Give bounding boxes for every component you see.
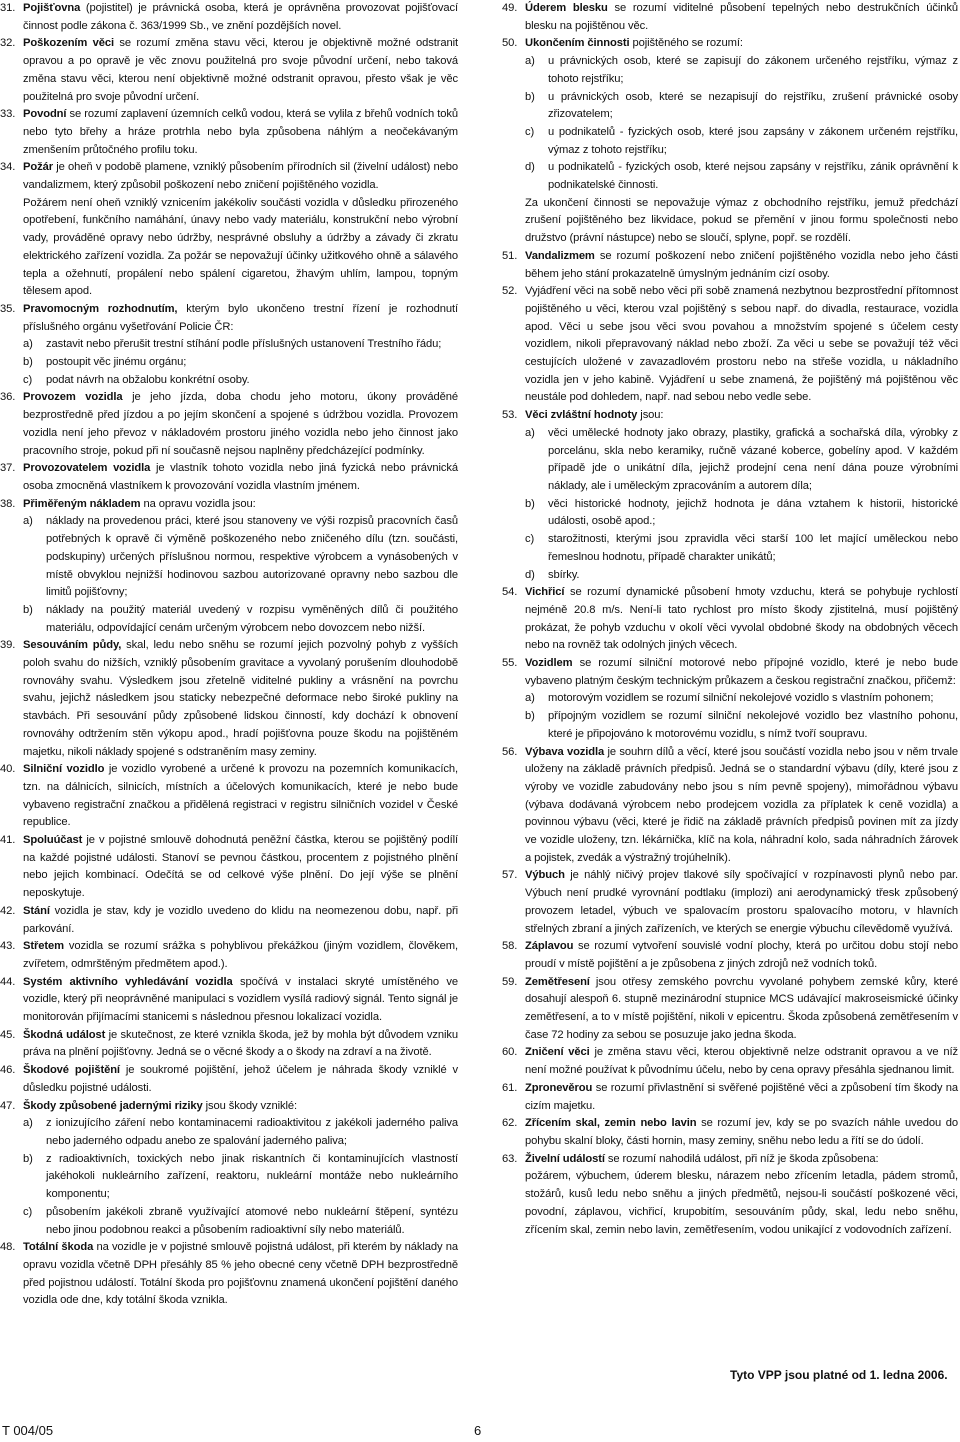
definition-item xyxy=(502,744,958,868)
subitem-text: náklady na použitý materiál uvedený v rozpisu vyměněných dílů či použitého materiálu, odpovídající cenám určeným výrobcem nebo dovozcem nebo nižší. xyxy=(46,603,458,634)
definition-text: vozidla se rozumí srážka s pohyblivou překážkou (jiným vozidlem, člověkem, zvířetem, odmrštěným předmětem apod.). xyxy=(23,940,458,970)
definition-text: se rozumí vytvoření souvislé vodní plochy, která po určitou dobu stojí nebo proudí v místě pojištění a je způsobena z jiných zdrojů než vodních toků. xyxy=(525,940,958,970)
definition-number: 59 . xyxy=(502,974,517,992)
definition-item xyxy=(0,389,458,460)
definition-number: 48 . xyxy=(0,1239,15,1257)
definition-item xyxy=(0,832,458,903)
definition-subitem xyxy=(525,159,958,194)
definition-item xyxy=(0,496,458,638)
subitem-text: u podnikatelů - fyzických osob, které nejsou zapsány v rejstříku, zánik oprávnění k podnikatelské činnosti. xyxy=(548,161,958,192)
definition-text: se rozumí viditelné působení tepelných nebo destrukčních účinků blesku na pojištěnou věc. xyxy=(525,2,958,32)
definition-item xyxy=(502,248,958,283)
subitem-label: b ) xyxy=(525,89,535,107)
definition-text: se rozumí změna stavu věci, kterou je objektivně možné odstranit opravou a po opravě je věc znovu použitelná pro svoje původní určení, nebo taková změna stavu věci, kterou není objektivně možné odstranit opravou, přesto však je věc použitelná pro svoje původní určení. xyxy=(23,37,459,103)
definition-item xyxy=(502,1151,958,1240)
definition-term: Totální škoda xyxy=(23,1241,94,1254)
definition-item xyxy=(0,938,458,973)
definition-text: se rozumí jev, kdy se po svazích náhle uvedou do pohybu skalní bloky, části hornin, masy zeminy, sněhu nebo ledu a řítí se do údolí. xyxy=(525,1117,958,1147)
subitem-text: z ionizujícího záření nebo kontaminacemi radioaktivitou z jakékoli jaderného paliva nebo jaderného odpadu anebo ze spalování jaderného paliva; xyxy=(46,1117,458,1147)
definition-text: jsou škody vzniklé: xyxy=(202,1099,297,1112)
definition-text: je náhlý ničivý projev tlakové síly spočívající v rozpínavosti plynů nebo par. Výbuch není prudké vyrovnání podtlaku (implozi) ani aerodynamický třesk způsobený provozem letadel, výbuch ve spalovacím prostoru spalovacího motoru, v hlavních střelných zbraní a jiných zařízeních, ve kterých se energie výbuchu cílevědomě využívá. xyxy=(525,869,958,935)
definition-item xyxy=(502,1080,958,1115)
definition-subitem xyxy=(23,1204,458,1239)
subitem-label: c ) xyxy=(23,1204,32,1222)
definition-term: Zničení věci xyxy=(525,1046,590,1059)
subitem-label: b ) xyxy=(525,496,535,514)
definition-number: 39 . xyxy=(0,637,15,655)
definition-subitem xyxy=(525,425,958,496)
definition-extra-paragraph: Požárem není oheň vzniklý vznicením jakékoliv součásti vozidla v důsledku přirozeného opotřebení, funkčního namáhání, únavy nebo vady materiálu, konstrukční nebo výrobní vady, prováděné opravy nebo údržby, nesprávné obsluhy a údržby a závady či zkratu elektrického zařízení vozidla. Za požár se nepovažují účinky užitkového ohně a sálavého tepla a ožehnutí, propálení nebo spálení cigaretou, žhavým uhlím, lampou, topným tělesem apod. xyxy=(23,196,458,298)
definition-text: pojištěného se rozumí: xyxy=(629,37,743,50)
definition-number: 42 . xyxy=(0,903,15,921)
definition-number: 44 . xyxy=(0,974,15,992)
definition-term: Zpronevěrou xyxy=(525,1081,593,1094)
definition-subitem xyxy=(23,602,458,637)
subitem-text: přípojným vozidlem se rozumí silniční nekolejové vozidlo bez vlastního pohonu, které je připojováno k motorovému vozidlu, s nímž tvoří soupravu. xyxy=(548,710,958,740)
subitem-label: a ) xyxy=(23,336,33,354)
definition-number: 57 . xyxy=(502,867,517,885)
definition-text: je skutečnost, ze které vznikla škoda, jež by mohla být důvodem vzniku práva na plnění pojišťovny. Jedná se o věcné škody a o škody na zdraví a na životě. xyxy=(23,1028,458,1059)
definition-text: se rozumí zaplavení územních celků vodou, která se vylila z břehů vodních toků nebo tyto břehy a hráze protrhla nebo byla způsobena náhlým a neočekávaným zmenšením průtočného profilu toku. xyxy=(23,108,458,156)
definition-subitem xyxy=(525,531,958,566)
definition-item xyxy=(502,1115,958,1150)
subitem-label: b ) xyxy=(525,708,535,726)
definition-number: 61 . xyxy=(502,1080,517,1098)
definition-item xyxy=(0,301,458,390)
definition-term: Výbava vozidla xyxy=(525,745,605,758)
definition-item xyxy=(0,761,458,832)
definition-term: Živelní událostí xyxy=(525,1152,605,1165)
definition-subitem xyxy=(525,708,958,743)
definition-text: je v pojistné smlouvě dohodnutá peněžní částka, kterou se pojištěný podílí na každé pojistné události. Stanoví se pevnou částkou, procentem z pojistného plnění nebo jejich kombinací. Odečítá se od celkové výše plnění. Do její výše se plnění neposkytuje. xyxy=(23,834,458,900)
definition-term: Sesouváním půdy, xyxy=(23,639,122,652)
definition-item xyxy=(502,938,958,973)
definition-number: 55 . xyxy=(502,655,517,673)
definition-number: 54 . xyxy=(502,584,517,602)
subitem-text: zastavit nebo přerušit trestní stíhání podle příslušných ustanovení Trestního řádu; xyxy=(46,338,442,351)
definition-number: 62 . xyxy=(502,1115,517,1133)
definition-subitem xyxy=(23,372,458,390)
definition-text: je změna stavu věci, kterou objektivně nelze odstranit opravou a ve níž není možné používat k původnímu účelu, nebo by cena opravy přesáhla sjednanou limit. xyxy=(525,1046,958,1077)
definition-term: Vichřicí xyxy=(525,586,565,599)
subitem-label: a ) xyxy=(525,425,535,443)
subitem-label: c ) xyxy=(525,531,534,549)
definition-item xyxy=(0,106,458,159)
subitem-text: podat návrh na obžalobu konkrétní osoby. xyxy=(46,373,250,386)
definition-subitem xyxy=(525,89,958,124)
definition-term: Provozovatelem vozidla xyxy=(23,462,151,475)
definition-item xyxy=(0,637,458,761)
definition-number: 51 . xyxy=(502,248,517,266)
subitem-text: působením jakékoli zbraně využívající atomové nebo nukleární štěpení, syntézu nebo jinou podobnou reakci a působením radioaktivní síly nebo materiálů. xyxy=(46,1205,458,1236)
definition-text: je vozidlo vyrobené a určené k provozu na pozemních komunikacích, tzn. na dálnicích, silnicích, místních a účelových komunikacích, které je nebo bude vybaveno registrační značkou a přidělená registraci v registru silničních vozidel v České republice. xyxy=(23,763,458,829)
subitem-text: starožitnosti, kterými jsou zpravidla věci starší 100 let mající uměleckou nebo řemeslnou hodnotu, případě charakter unikátů; xyxy=(548,533,958,563)
definition-number: 41 . xyxy=(0,832,15,850)
definition-subitem xyxy=(525,496,958,531)
definition-subitem xyxy=(525,567,958,585)
validity-note: Tyto VPP jsou platné od 1. ledna 2006. xyxy=(730,1368,948,1382)
definition-extra-paragraph: požárem, výbuchem, úderem blesku, nárazem nebo zřícením letadla, pádem stromů, stožárů, kusů ledu nebo sněhu a jiných předmětů, nejsou-li součástí poškozené věci, povodní, záplavou, vichřicí, krupobitím, sesouváním půdy, skal, ledu nebo sněhu, zřícením skal, zemin nebo lavin, zemětřesením, vodou unikající z vodovodních zařízení. xyxy=(525,1170,958,1236)
subitem-label: a ) xyxy=(23,513,33,531)
definition-text: se rozumí silniční motorové nebo přípojné vozidlo, které je nebo bude vybaveno platným českým technickým průkazem a českou registrační značkou, přičemž: xyxy=(525,657,958,687)
definition-item xyxy=(502,0,958,35)
definition-text: na opravu vozidla jsou: xyxy=(140,497,256,510)
definition-number: 43 . xyxy=(0,938,15,956)
definition-text: na vozidle je v pojistné smlouvě pojistná událost, při kterém by náklady na opravu vozidla včetně DPH přesáhly 85 % jeho obecné ceny včetně DPH bezprostředně před pojistnou událostí. Totální škoda pro pojišťovnu znamená ukončení pojištění daného vozidla ode dne, kdy totální škoda vznikla. xyxy=(23,1241,458,1307)
subitem-label: b ) xyxy=(23,602,33,620)
definition-number: 34 . xyxy=(0,159,15,177)
definition-item xyxy=(0,974,458,1027)
definition-item xyxy=(502,584,958,655)
definition-text: je oheň v podobě plamene, vzniklý působením přírodních sil (živelní událost) nebo vandalizmem, který způsobil poškození nebo zničení pojištěného vozidla. xyxy=(23,161,458,192)
definition-item xyxy=(502,1044,958,1079)
footer-page-number: 6 xyxy=(474,1423,482,1438)
left-column xyxy=(0,0,458,1310)
definition-item xyxy=(502,283,958,407)
definition-number: 35 . xyxy=(0,301,15,319)
definition-term: Povodní xyxy=(23,108,67,121)
definition-text: je jeho jízda, doba chodu jeho motoru, úkony prováděné bezprostředně před jízdou a po jejím skončení a spojené s údržbou vozidla. Provozem vozidla není jeho převoz v nákladovém prostoru jiného vozidla nebo jeho činnost jako pracovního stroje, pokud při ní současně nejsou naplněny předcházející podmínky. xyxy=(23,391,458,457)
subitem-text: u právnických osob, které se zapisují do zákonem určeného rejstříku, výmaz z tohoto rejstříku; xyxy=(548,55,958,85)
definition-number: 40 . xyxy=(0,761,15,779)
definition-term: Pojišťovna xyxy=(23,2,81,14)
definition-text: jsou: xyxy=(637,409,664,422)
definition-term: Škodná událost xyxy=(23,1028,106,1041)
definition-term: Vozidlem xyxy=(525,657,573,670)
definition-item xyxy=(0,35,458,106)
definition-subitem xyxy=(525,690,958,708)
definition-text: spočívá v instalaci skryté umístěného ve vozidle, který při neoprávněné manipulaci s vozidlem vysílá radiový signál. Tento signál je monitorován přijímacími stanicemi s následnou přesnou lokalizací vozidla. xyxy=(23,975,459,1024)
definition-number: 52 . xyxy=(502,283,517,301)
definition-number: 32 . xyxy=(0,35,15,53)
definition-term: Provozem vozidla xyxy=(23,391,123,404)
subitem-label: c ) xyxy=(23,372,32,390)
definition-item xyxy=(0,159,458,301)
definition-text: je souhrn dílů a věcí, které jsou součástí vozidla nebo jsou v něm trvale uloženy na základě právních předpisů. Jedná se o standardní výbavu (díly, které jsou z výroby ve vozidle zabudovány nebo jsou s ním pevně spojeny), mimořádnou výbavu (výbava dodávaná výrobcem nebo prodejcem vozidla za příplatek k ceně vozidla) a povinnou výbavu (věci, které je řidič na základě právních předpisů povinen mít za jízdy ve vozidle uloženy, tzn. lékárnička, klíč na kola, náhradní kolo, sada náhradních žárovek a pojistek, zvedák a výstražný trojúhelník). xyxy=(525,745,958,864)
definition-number: 53 . xyxy=(502,407,517,425)
definition-item xyxy=(502,407,958,584)
subitem-text: u právnických osob, které se nezapisují do rejstříku, zrušení právnické osoby zřizovatelem; xyxy=(548,90,958,121)
definition-item xyxy=(0,0,458,35)
definition-number: 63 . xyxy=(502,1151,517,1169)
definition-item xyxy=(502,867,958,938)
subitem-label: b ) xyxy=(23,1151,33,1169)
definition-text: skal, ledu nebo sněhu se rozumí jejich pozvolný pohyb z vyšších poloh svahu do nižších, vzniklý působením gravitace a vyvolaný porušením dlouhodobě rovnováhy svahu. Výsledkem jsou zřetelně viditelné pukliny a vrásnění na povrchu svahu, jejichž následkem jsou staticky nebezpečné deformace nebo široké pukliny na stavbách. Při sesouvání půdy způsobené lidskou činností, kdy dochází k obnovení rovnováhy odtržením stěn výkopu apod., hradí pojišťovna pouze škodu na pojištěném majetku, nikoli náklady spojené s odstraněním masy zeminy. xyxy=(23,639,458,758)
definition-text: (pojistitel) je právnická osoba, která je oprávněna provozovat pojišťovací činnost podle zákona č. 363/1999 Sb., ve znění pozdějších novel. xyxy=(23,2,458,32)
definition-text: vozidla je stav, kdy je vozidlo uvedeno do klidu na neomezenou dobu, např. při parkování. xyxy=(23,904,458,935)
definition-number: 38 . xyxy=(0,496,15,514)
definition-number: 49 . xyxy=(502,0,517,18)
subitem-label: a ) xyxy=(525,690,535,708)
definition-text: je soukromé pojištění, jehož účelem je náhrada škody vzniklé v důsledku pojistné události. xyxy=(23,1064,458,1094)
definition-text: se rozumí dynamické působení hmoty vzduchu, která se pohybuje rychlostí nejméně 20.8 m/s. Není-li tato rychlost pro místo škody zjistitelná, musí pojištěný prokázat, že pohyb vzduchu v okolí věci vyvolal obdobné škody na obdobných věcech nebo na rovněž tak odolných jiných věcech. xyxy=(525,586,958,652)
definition-number: 58 . xyxy=(502,938,517,956)
subitem-label: b ) xyxy=(23,354,33,372)
definition-number: 56 . xyxy=(502,744,517,762)
definition-number: 37 . xyxy=(0,460,15,478)
definition-term: Škodové pojištění xyxy=(23,1064,120,1077)
definition-number: 33 . xyxy=(0,106,15,124)
definition-term: Silniční vozidlo xyxy=(23,763,105,776)
definition-item xyxy=(0,1027,458,1062)
definition-subitem xyxy=(525,53,958,88)
definition-item xyxy=(0,903,458,938)
subitem-text: sbírky. xyxy=(548,568,580,581)
definition-text: se rozumí nahodilá událost, při níž je škoda způsobena: xyxy=(604,1152,879,1165)
definition-term: Vandalizmem xyxy=(525,249,595,262)
definition-text: se rozumí poškození nebo zničení pojištěného vozidla nebo jeho části během jeho stání prokazatelně úmyslným jednáním cizí osoby. xyxy=(525,249,958,280)
subitem-text: postoupit věc jinému orgánu; xyxy=(46,356,187,369)
definition-item xyxy=(502,35,958,247)
definition-subitem xyxy=(525,124,958,159)
definition-item xyxy=(502,974,958,1045)
definition-subitem xyxy=(23,513,458,602)
definition-term: Stání xyxy=(23,904,50,917)
definition-term: Pravomocným rozhodnutím, xyxy=(23,302,178,315)
definition-term: Požár xyxy=(23,161,53,174)
definition-term: Přiměřeným nákladem xyxy=(23,497,141,510)
subitem-label: d ) xyxy=(525,159,535,177)
definition-item xyxy=(0,1062,458,1097)
definition-subitem xyxy=(23,1115,458,1150)
definition-term: Systém aktivního vyhledávání vozidla xyxy=(23,975,233,988)
definition-number: 36 . xyxy=(0,389,15,407)
definition-extra-paragraph: Za ukončení činnosti se nepovažuje výmaz z obchodního rejstříku, jemuž předchází zrušení pojištěného bez likvidace, pokud se přemění v jinou formu společnosti nebo družstvo (právní nástupce) nebo se sloučí, splyne, popř. se rozdělí. xyxy=(525,196,958,245)
subitem-text: věci historické hodnoty, jejichž hodnota je dána vztahem k historii, historické události, osobě apod.; xyxy=(548,497,958,528)
definition-number: 31 . xyxy=(0,0,15,18)
definition-number: 45 . xyxy=(0,1027,15,1045)
definition-text: Vyjádření věci na sobě nebo věci při sobě znamená nezbytnou bezprostřední přítomnost pojištěného u věci, kterou vzal pojištěný s sebou např. do divadla, restaurace, vozidla apod. Věci u sebe jsou věci svou povahou a množstvím spojené s účelem cesty vozidlem, nikoli přepravovaný náklad nebo zboží. Za věci u sebe se považují též věci cestujících uložené v zavazadlovém prostoru nebo na střeše vozidla, u nákladního vozidla jen v jeho kabině. Vyjádření u sebe znamená, že pojištěný má pojištěnou věc neustále pod dohledem, např. nad sebou nebo vedle sebe. xyxy=(525,285,958,404)
definition-subitem xyxy=(23,1151,458,1204)
definition-text: kterým bylo ukončeno trestní řízení je rozhodnutí příslušného orgánu vyšetřování Policie ČR: xyxy=(23,302,458,333)
definition-term: Věci zvláštní hodnoty xyxy=(525,409,638,422)
definition-term: Ukončením činnosti xyxy=(525,37,630,50)
definition-term: Zemětřesení xyxy=(525,975,590,988)
definition-term: Zřícením skal, zemin nebo lavin xyxy=(525,1117,697,1130)
definition-item xyxy=(0,1239,458,1310)
definition-term: Výbuch xyxy=(525,869,565,882)
right-column xyxy=(502,0,958,1239)
subitem-text: z radioaktivních, toxických nebo jinak riskantních či kontaminujících vlastností jakéhokoli nukleárního zařízení, reaktoru, nukleární montáže nebo nukleárního komponentu; xyxy=(46,1152,458,1201)
definition-item xyxy=(0,1098,458,1240)
definition-term: Škody způsobené jadernými riziky xyxy=(23,1099,203,1112)
footer-document-code: T 004/05 xyxy=(2,1423,54,1438)
definition-term: Záplavou xyxy=(525,940,574,953)
subitem-text: náklady na provedenou práci, které jsou stanoveny ve výši rozpisů pracovních časů potřebných k opravě či výměně poškozeného nebo zničeného dílu (tzn. součásti, podskupiny) určených příslušnou normou, respektive výrobcem a vynásobených v místě obvyklou nejnižší hodinovou sazbou autorizované opravny nebo sazbou dle limitů pojišťovny; xyxy=(46,515,458,599)
definition-term: Střetem xyxy=(23,940,64,953)
definition-text: jsou otřesy zemského povrchu vyvolané pohybem zemské kůry, které dosahují alespoň 6. stupně mezinárodní stupnice MCS udávající makroseismické účinky zemětřesení, a to v místě pojištění, nikoli v epicentru. Škoda způsobená zemětřesením v čase 72 hodiny za sebou se posuzuje jako jedna škoda. xyxy=(525,975,958,1041)
subitem-text: u podnikatelů - fyzických osob, které jsou zapsány v zákonem určeném rejstříku, výmaz z tohoto rejstříku; xyxy=(548,125,958,156)
definition-text: je vlastník tohoto vozidla nebo jiná fyzická nebo právnická osoba zmocněná vlastníkem k provozování vozidla vlastním jménem. xyxy=(23,462,458,492)
definition-term: Spoluúčast xyxy=(23,834,83,847)
subitem-label: d ) xyxy=(525,567,535,585)
subitem-text: věci umělecké hodnoty jako obrazy, plastiky, grafická a sochařská díla, výrobky z porcelánu, skla nebo keramiky, ručně vázané koberce, gobelíny apod. V každém případě jde o unikátní díla, jejichž prodejní cena není dána pouze výrobními náklady, ale i uměleckým zpracováním a autorem díla; xyxy=(548,426,958,492)
definition-text: se rozumí přivlastnění si svěřené pojištěné věci a způsobení tím škody na cizím majetku. xyxy=(525,1081,958,1112)
definition-number: 47 . xyxy=(0,1098,15,1116)
definition-number: 60 . xyxy=(502,1044,517,1062)
subitem-text: motorovým vozidlem se rozumí silniční nekolejové vozidlo s vlastním pohonem; xyxy=(548,692,934,705)
definition-subitem xyxy=(23,336,458,354)
definition-term: Úderem blesku xyxy=(525,2,608,14)
definition-item xyxy=(0,460,458,495)
subitem-label: c ) xyxy=(525,124,534,142)
definition-term: Poškozením věci xyxy=(23,37,115,50)
definition-subitem xyxy=(23,354,458,372)
subitem-label: a ) xyxy=(23,1115,33,1133)
definition-number: 50 . xyxy=(502,35,517,53)
definition-item xyxy=(502,655,958,744)
subitem-label: a ) xyxy=(525,53,535,71)
definition-number: 46 . xyxy=(0,1062,15,1080)
